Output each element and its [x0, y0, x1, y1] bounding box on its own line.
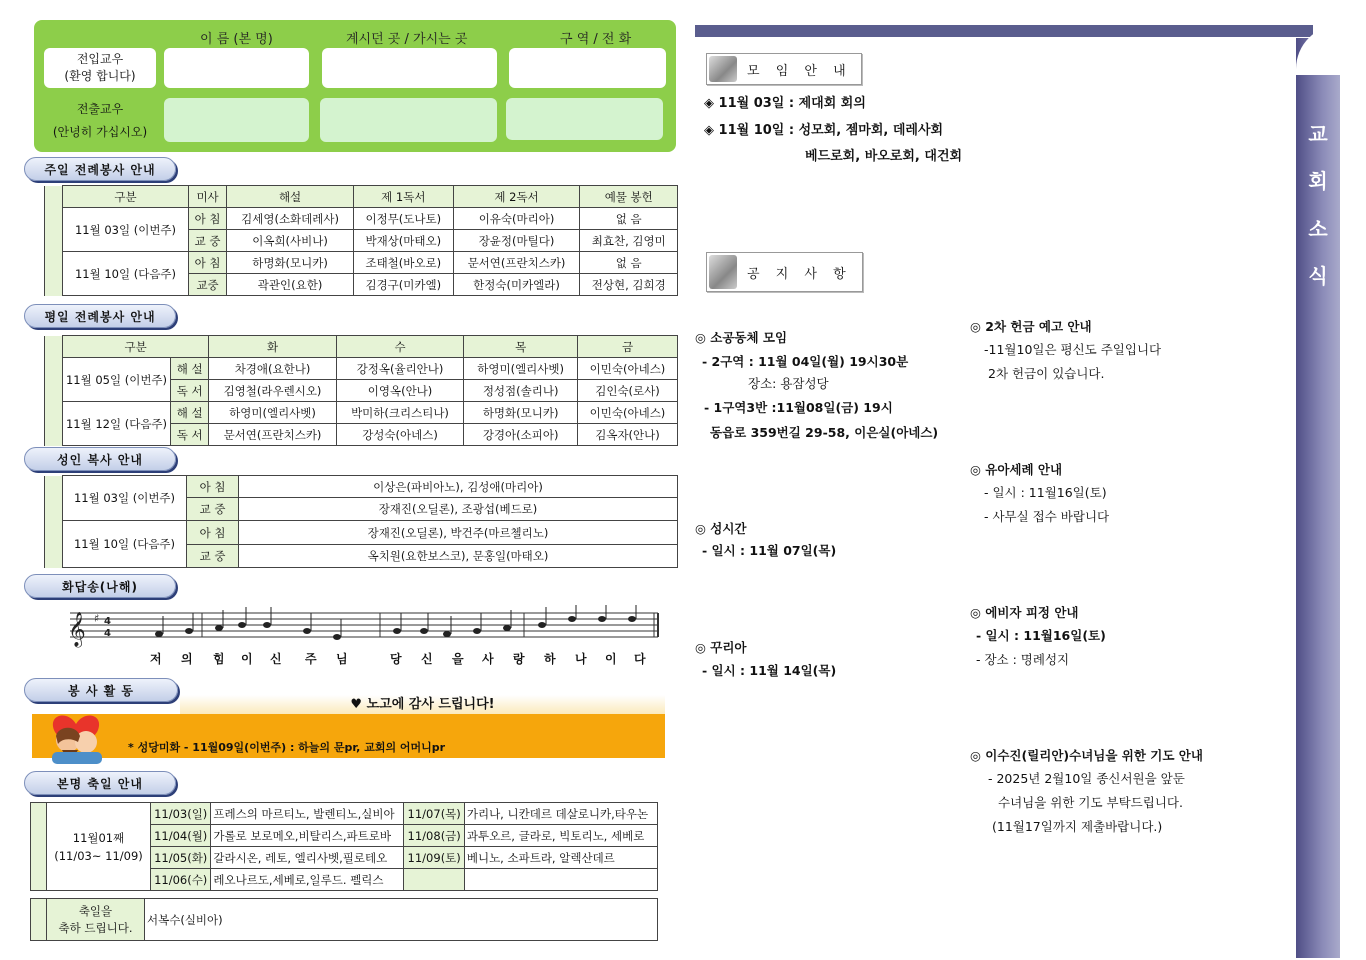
second-line2: 2차 헌금이 있습니다.	[988, 366, 1105, 381]
saints-cell: 가리나, 니칸데르 데살로니카,타우논	[464, 803, 657, 825]
cell: 김인숙(로사)	[578, 380, 678, 402]
cell: 장재진(오딜론), 박건주(마르첼리노)	[239, 521, 678, 545]
congrats-line2: 축하 드립니다.	[58, 920, 133, 935]
person-cell: 서복수(실비아)	[145, 899, 658, 941]
role-cell: 독 서	[171, 424, 209, 446]
date-cell: 11월 05일 (이번주)	[63, 358, 171, 402]
vertical-title-char: 회	[1308, 169, 1328, 193]
transfer-box	[34, 20, 676, 152]
cell: 이유숙(마리아)	[453, 208, 580, 230]
lyric-syllable: 나	[575, 652, 587, 666]
note-head	[393, 628, 401, 634]
meeting-header	[706, 53, 862, 85]
side-bar	[45, 186, 63, 296]
header-name: 이 름 (본 명)	[200, 32, 273, 47]
prayer-line1: - 2025년 2월10일 종신서원을 앞둔	[988, 771, 1185, 786]
cell: 이민숙(아네스)	[578, 358, 678, 380]
day-cell: 11/04(월)	[151, 825, 211, 847]
day-cell: 11/09(토)	[404, 847, 464, 869]
cell: 박재상(마태오)	[354, 230, 454, 252]
second-line1: -11월10일은 평신도 주일입니다	[984, 342, 1162, 357]
cell: 박미하(크리스티나)	[336, 402, 464, 424]
move-out-area-field[interactable]	[506, 98, 663, 140]
cell: 김영철(라우렌시오)	[209, 380, 337, 402]
cell: 강성숙(아네스)	[336, 424, 464, 446]
infant-line2: - 사무실 접수 바랍니다	[984, 509, 1110, 524]
move-in-name-field[interactable]	[164, 48, 309, 88]
congrats-cell	[47, 899, 145, 941]
cell: 하명화(모니카)	[227, 252, 354, 274]
col-head: 예물 봉헌	[580, 186, 678, 208]
header-place: 계시던 곳 / 가시는 곳	[346, 32, 468, 47]
retreat-line1: - 일시 : 11월16일(토)	[976, 628, 1106, 643]
note-head	[538, 622, 546, 628]
mass-cell: 교 중	[187, 498, 239, 521]
saints-cell: 베니노, 소파트라, 알렉산데르	[464, 847, 657, 869]
mass-cell: 아 침	[189, 252, 227, 274]
cell: 문서연(프란치스카)	[209, 424, 337, 446]
prayer-title: ◎ 이수진(릴리안)수녀님을 위한 기도 안내	[970, 748, 1203, 763]
lyric-syllable: 을	[452, 652, 464, 666]
col-head: 화	[209, 336, 337, 358]
mass-cell: 교 중	[187, 545, 239, 568]
col-head: 구분	[63, 186, 189, 208]
section-song: 화답송(나해)	[24, 574, 176, 598]
mass-cell: 교중	[189, 274, 227, 296]
infant-line1: - 일시 : 11월16일(토)	[984, 485, 1107, 500]
col-head: 구분	[63, 336, 209, 358]
retreat-line2: - 장소 : 명례성지	[976, 652, 1070, 667]
note-head	[503, 625, 511, 631]
day-cell	[404, 869, 464, 891]
section-weekday: 평일 전례봉사 안내	[24, 304, 176, 328]
cell: 정성점(솔리나)	[464, 380, 578, 402]
cell: 이상은(파비아노), 김성애(마리아)	[239, 476, 678, 498]
week-label: 11월01째	[72, 830, 125, 845]
lyric-syllable: 사	[482, 652, 494, 666]
saints-cell: 레오나르도,세베로,일루드. 펠릭스	[211, 869, 404, 891]
side-bar	[31, 899, 47, 941]
cell: 강경아(소피아)	[464, 424, 578, 446]
note-head	[628, 616, 636, 622]
retreat-title: ◎ 에비자 피정 안내	[970, 605, 1079, 620]
note-head	[303, 628, 311, 634]
cell: 없 음	[580, 252, 678, 274]
lyric-syllable: 님	[336, 652, 348, 666]
move-out-title: 전출교우	[76, 102, 124, 116]
move-in-label	[44, 48, 156, 88]
lyric-syllable: 힘	[213, 652, 225, 666]
lyric-syllable: 의	[181, 652, 193, 666]
holy-hour-title: ◎ 성시간	[695, 521, 747, 536]
cell: 문서연(프란치스카)	[453, 252, 580, 274]
section-sunday: 주일 전례봉사 안내	[24, 157, 176, 181]
cell: 차경애(요한나)	[209, 358, 337, 380]
thanks-banner: ♥ 노고에 감사 드립니다!	[180, 695, 665, 715]
vertical-title-char: 교	[1308, 122, 1328, 146]
mass-cell: 교 중	[189, 230, 227, 252]
mass-cell: 아 침	[189, 208, 227, 230]
move-out-sub: (안녕히 가십시오)	[52, 125, 148, 139]
lyric-syllable: 이	[605, 652, 617, 666]
small-community-title: ◎ 소공동체 모임	[695, 330, 788, 345]
role-cell: 해 설	[171, 402, 209, 424]
cell: 최효찬, 김영미	[580, 230, 678, 252]
day-cell: 11/05(화)	[151, 847, 211, 869]
cell: 김세영(소화데레사)	[227, 208, 354, 230]
lyric-syllable: 신	[270, 652, 282, 666]
cell: 전상현, 김희경	[580, 274, 678, 296]
lyric-syllable: 당	[390, 652, 402, 666]
svg-text:4: 4	[104, 616, 111, 627]
note-head	[420, 628, 428, 634]
cell: 이정무(도나토)	[354, 208, 454, 230]
section-feast: 본명 축일 안내	[24, 771, 176, 795]
cell: 장재진(오딜론), 조광섭(베드로)	[239, 498, 678, 521]
mass-cell: 아 침	[187, 476, 239, 498]
vertical-title-char: 소	[1308, 217, 1328, 241]
meeting-3: 베드로회, 바오로회, 대건회	[805, 149, 963, 164]
header-area: 구 역 / 전 화	[560, 32, 632, 47]
holy-hour-date: - 일시 : 11월 07일(목)	[702, 543, 837, 558]
lyric-syllable: 신	[421, 652, 433, 666]
small-line1	[702, 350, 908, 374]
cell: 하영미(엘리사벳)	[209, 402, 337, 424]
congrats-line1: 축일을	[78, 903, 113, 918]
move-out-place-field[interactable]	[320, 98, 497, 142]
day-cell: 11/03(일)	[151, 803, 211, 825]
saints-cell	[464, 869, 657, 891]
role-cell: 독 서	[171, 380, 209, 402]
adult-table	[44, 475, 678, 568]
small-line3: - 1구역3반 :11월08일(금) 19시	[704, 400, 893, 415]
cell: 한정숙(미카엘라)	[453, 274, 580, 296]
svg-text:𝄞: 𝄞	[68, 612, 86, 647]
cell: 옥치원(요한보스코), 문홍일(마태오)	[239, 545, 678, 568]
weekday-table	[44, 335, 678, 446]
lyric-syllable: 이	[241, 652, 253, 666]
move-in-sub: (환영 합니다)	[64, 69, 136, 83]
second-collection-title: ◎ 2차 헌금 예고 안내	[970, 319, 1092, 334]
feast-table	[30, 802, 658, 891]
note-head	[215, 625, 223, 631]
saints-cell: 프레스의 마르티노, 발렌티노,실비아	[211, 803, 404, 825]
day-cell: 11/08(금)	[404, 825, 464, 847]
move-out-name-field[interactable]	[164, 98, 309, 142]
lyric-syllable: 주	[305, 652, 317, 666]
lyrics-row	[140, 650, 660, 666]
note-head	[238, 622, 246, 628]
note-head	[443, 631, 451, 637]
col-head: 제 2독서	[453, 186, 580, 208]
note-head	[568, 616, 576, 622]
col-head: 제 1독서	[354, 186, 454, 208]
notice-title: 공 지 사 항	[747, 266, 852, 282]
cell: 김경구(미카엘)	[354, 274, 454, 296]
note-head	[473, 628, 481, 634]
mass-cell: 아 침	[187, 521, 239, 545]
note-head	[333, 634, 341, 640]
side-bar	[45, 336, 63, 446]
col-head: 목	[464, 336, 578, 358]
day-cell: 11/06(수)	[151, 869, 211, 891]
saint-portrait-icon	[709, 56, 737, 82]
week-range: (11/03~ 11/09)	[54, 848, 143, 863]
cell: 이영옥(안나)	[336, 380, 464, 402]
small-line1-text: - 2구역 : 11월 04일(월) 19시30분	[702, 354, 909, 369]
cell: 없 음	[580, 208, 678, 230]
infant-baptism-title: ◎ 유아세례 안내	[970, 462, 1063, 477]
lyric-syllable: 하	[544, 652, 556, 666]
move-in-title: 전입교우	[76, 52, 124, 66]
side-bar	[31, 803, 47, 891]
congrats-table	[30, 898, 658, 941]
sunday-table	[44, 185, 678, 296]
saints-cell: 갈라시온, 레토, 엘리사벳,필로테오	[211, 847, 404, 869]
svg-text:4: 4	[104, 628, 111, 639]
note-head	[155, 631, 163, 637]
lyric-syllable: 랑	[513, 652, 525, 666]
cell: 하영미(엘리사벳)	[464, 358, 578, 380]
move-out-label	[44, 98, 156, 144]
volunteer-illustration-icon	[42, 706, 110, 766]
top-band	[695, 25, 1313, 37]
note-head	[598, 616, 606, 622]
curia-title: ◎ 꾸리아	[695, 640, 747, 655]
cell: 곽관인(요한)	[227, 274, 354, 296]
date-cell: 11월 03일 (이번주)	[63, 476, 187, 521]
role-cell: 해 설	[171, 358, 209, 380]
col-head: 해설	[227, 186, 354, 208]
cell: 강정옥(율리안나)	[336, 358, 464, 380]
cell: 장윤정(마틸다)	[453, 230, 580, 252]
date-cell: 11월 10일 (다음주)	[63, 521, 187, 568]
move-in-area-field[interactable]	[509, 48, 666, 88]
note-head	[263, 622, 271, 628]
meeting-1: ◈ 11월 03일 : 제대회 회의	[704, 96, 866, 111]
section-serve: 봉 사 활 동	[24, 678, 178, 702]
lyric-syllable: 저	[150, 652, 162, 666]
meeting-2: ◈ 11월 10일 : 성모회, 젬마회, 데레사회	[704, 123, 944, 138]
cell: 이민숙(아네스)	[578, 402, 678, 424]
serve-item: * 성당미화 - 11월09일(이번주) : 하늘의 문pr, 교회의 어머니pr	[128, 741, 446, 754]
notice-header	[706, 252, 863, 292]
col-head: 금	[578, 336, 678, 358]
date-cell: 11월 12일 (다음주)	[63, 402, 171, 446]
vertical-title-char: 식	[1308, 264, 1328, 288]
prayer-line3: (11월17일까지 제출바랍니다.)	[992, 819, 1163, 834]
week-cell	[47, 803, 151, 891]
saints-cell: 가롤로 보로메오,비탈리스,파트로바	[211, 825, 404, 847]
section-adult: 성인 복사 안내	[24, 447, 176, 471]
cell: 김옥자(안나)	[578, 424, 678, 446]
note-head	[185, 628, 193, 634]
side-bar	[45, 476, 63, 568]
cell: 조태철(바오로)	[354, 252, 454, 274]
curia-date: - 일시 : 11월 14일(목)	[702, 663, 837, 678]
saint-portrait-icon	[709, 255, 737, 289]
saints-cell: 과투오르, 글라로, 빅토리노, 세베로	[464, 825, 657, 847]
svg-text:♯: ♯	[94, 612, 100, 625]
day-cell: 11/07(목)	[404, 803, 464, 825]
meeting-title: 모 임 안 내	[747, 63, 852, 79]
cell: 하명화(모니카)	[464, 402, 578, 424]
small-line4: 동읍로 359번길 29-58, 이은실(아네스)	[710, 425, 939, 440]
lyric-syllable: 다	[634, 652, 646, 666]
cell: 이옥희(사비나)	[227, 230, 354, 252]
move-in-place-field[interactable]	[322, 48, 497, 88]
prayer-line2: 수녀님을 위한 기도 부탁드립니다.	[998, 795, 1183, 810]
col-head: 수	[336, 336, 464, 358]
date-cell: 11월 10일 (다음주)	[63, 252, 189, 296]
date-cell: 11월 03일 (이번주)	[63, 208, 189, 252]
col-head: 미사	[189, 186, 227, 208]
small-line2: 장소: 용잠성당	[748, 376, 829, 391]
